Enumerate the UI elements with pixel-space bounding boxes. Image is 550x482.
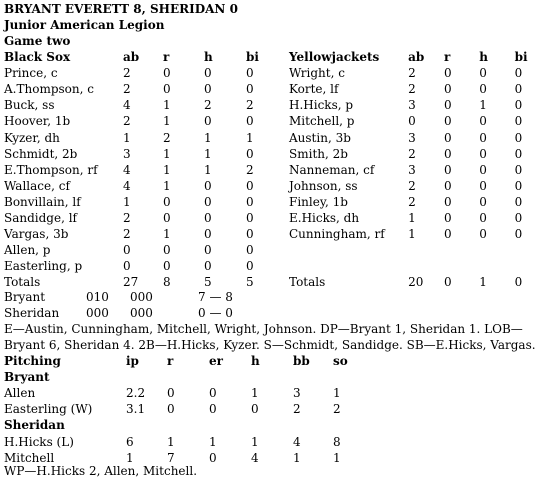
stat-cell: 0 — [167, 386, 175, 401]
stat-cell: 3 — [293, 386, 301, 401]
stat-cell: 2 — [123, 210, 131, 225]
row-label: Hoover, 1b — [4, 114, 71, 129]
subhead: Junior American Legion — [4, 18, 165, 32]
table-row — [4, 210, 288, 226]
stat-cell: 0 — [408, 114, 416, 129]
stat-cell — [515, 242, 550, 258]
stat-cell: 3.1 — [126, 402, 146, 417]
stat-cell: bb — [293, 354, 310, 369]
stat-cell: 1 — [333, 450, 341, 465]
away-box-score — [289, 49, 550, 290]
row-label: Nanneman, cf — [289, 162, 375, 177]
stat-cell: 0 — [443, 66, 452, 81]
stat-cell: 0 — [443, 194, 452, 209]
stat-cell: er — [209, 354, 223, 369]
stat-cell: 1 — [204, 146, 212, 161]
column-header-row — [4, 49, 288, 65]
stat-cell: 3 — [408, 162, 416, 177]
row-label: Johnson, ss — [289, 178, 358, 193]
headline: BRYANT EVERETT 8, SHERIDAN 0 — [4, 2, 238, 16]
table-row — [4, 433, 373, 449]
stat-cell: 0 — [204, 114, 212, 129]
stat-cell: 3 — [408, 130, 416, 145]
stat-cell: 2 — [293, 402, 301, 417]
stat-cell: r — [443, 50, 451, 65]
stat-cell: 1 — [163, 146, 171, 161]
stat-cell: 1 — [479, 275, 487, 290]
stat-cell: 0 — [514, 82, 523, 97]
stat-cell: 2 — [123, 82, 131, 97]
stat-cell: 0 — [443, 146, 452, 161]
stat-cell: 0 — [479, 227, 487, 242]
stat-cell: 0 — [479, 194, 487, 209]
row-label: Totals — [289, 275, 326, 290]
row-label: Bonvillain, lf — [4, 194, 81, 209]
stat-cell: 0 — [204, 243, 212, 258]
stat-cell: 0 — [204, 178, 212, 193]
stat-cell: 000 — [86, 306, 109, 321]
row-label: E.Thompson, rf — [4, 162, 98, 177]
stat-cell: 0 — [443, 275, 452, 290]
stat-cell: 1 — [163, 162, 171, 177]
table-row — [4, 81, 288, 97]
stat-cell: r — [167, 354, 174, 369]
stat-cell: so — [333, 354, 348, 369]
stat-cell: 0 — [246, 210, 254, 225]
home-box-score — [4, 49, 288, 290]
stat-cell: 1 — [163, 114, 171, 129]
stat-cell: 0 — [443, 82, 452, 97]
row-label: Wright, c — [289, 66, 345, 81]
stat-cell: 0 — [514, 66, 523, 81]
row-label: Kyzer, dh — [4, 130, 60, 145]
table-row — [289, 113, 550, 129]
table-row — [289, 194, 550, 210]
stat-cell: 2 — [408, 146, 416, 161]
stat-cell: 2 — [408, 82, 416, 97]
stat-cell: 0 — [246, 243, 254, 258]
stat-cell: 5 — [204, 275, 212, 290]
stat-cell: 0 — [209, 386, 217, 401]
stat-cell: 0 — [479, 162, 487, 177]
stat-cell: 1 — [204, 130, 212, 145]
stat-cell: 0 — [204, 66, 212, 81]
stat-cell: 0 — [443, 98, 452, 113]
stat-cell: 0 — [443, 210, 452, 225]
row-label: Allen — [4, 386, 36, 401]
row-label: Sheridan — [4, 306, 60, 321]
stat-cell: 0 — [204, 227, 212, 242]
stat-cell: 0 — [443, 227, 452, 242]
stat-cell: 0 — [246, 259, 254, 274]
row-label: Black Sox — [4, 50, 71, 65]
stat-cell: 2 — [123, 114, 131, 129]
row-label — [289, 242, 408, 258]
stat-cell — [444, 258, 479, 274]
row-label: Mitchell — [4, 450, 55, 465]
team-group-header — [4, 417, 373, 433]
stat-cell: 2 — [333, 402, 341, 417]
stat-cell: 0 — [246, 66, 254, 81]
table-row — [289, 146, 550, 162]
table-row — [4, 226, 288, 242]
stat-cell: 1 — [167, 434, 175, 449]
row-label: Prince, c — [4, 66, 58, 81]
stat-cell: 0 — [479, 130, 487, 145]
stat-cell: 0 — [514, 98, 523, 113]
stat-cell: 27 — [123, 275, 139, 290]
stat-cell: 0 — [514, 275, 523, 290]
stat-cell: 6 — [126, 434, 134, 449]
table-row — [4, 146, 288, 162]
stat-cell — [408, 242, 444, 258]
table-row — [4, 129, 288, 145]
stat-cell: 1 — [209, 434, 217, 449]
stat-cell: 7 — 8 — [198, 290, 233, 305]
linescore — [4, 289, 233, 321]
stat-cell: 2 — [408, 194, 416, 209]
stat-cell: 0 — 0 — [198, 306, 233, 321]
row-label: Mitchell, p — [289, 114, 355, 129]
stat-cell: 0 — [479, 178, 487, 193]
stat-cell: 7 — [167, 450, 175, 465]
column-header-row — [4, 353, 373, 369]
stat-cell: 3 — [408, 98, 416, 113]
stat-cell — [479, 242, 514, 258]
stat-cell: 3 — [123, 146, 131, 161]
stat-cell: ip — [126, 354, 139, 369]
row-label: Schmidt, 2b — [4, 146, 78, 161]
stat-cell: 0 — [251, 402, 259, 417]
stat-cell: 1 — [408, 210, 416, 225]
stat-cell: 8 — [163, 275, 171, 290]
stat-cell: 4 — [293, 434, 301, 449]
table-row — [4, 258, 288, 274]
stat-cell: 0 — [479, 146, 487, 161]
stat-cell: bi — [514, 50, 528, 65]
stat-cell: h — [204, 50, 213, 65]
table-row — [289, 258, 550, 274]
row-label: Totals — [4, 275, 41, 290]
stat-cell: 0 — [443, 178, 452, 193]
stat-cell: 0 — [514, 210, 523, 225]
row-label: Allen, p — [4, 243, 51, 258]
stat-cell: 1 — [408, 227, 416, 242]
pitching-table — [4, 353, 373, 466]
stat-cell: 0 — [514, 194, 523, 209]
stat-cell: 0 — [443, 130, 452, 145]
row-label: Cunningham, rf — [289, 227, 385, 242]
row-label: Austin, 3b — [289, 130, 351, 145]
stat-cell: 2 — [408, 66, 416, 81]
game-notes: E—Austin, Cunningham, Mitchell, Wright, Johnson. DP—Bryant 1, Sheridan 1. LOB—Bryant 6, Sheridan 4. 2B—H.Hicks, Kyzer. S—Schmidt, Sandidge. SB—E.Hicks, Vargas. — [4, 322, 536, 352]
stat-cell: 0 — [514, 114, 523, 129]
row-label: H.Hicks, p — [289, 98, 354, 113]
stat-cell: 0 — [443, 114, 452, 129]
stat-cell: 0 — [246, 194, 254, 209]
stat-cell: 20 — [408, 275, 424, 290]
row-label: E.Hicks, dh — [289, 210, 360, 225]
table-row — [4, 274, 288, 290]
stat-cell: 0 — [246, 227, 254, 242]
stat-cell: 1 — [163, 98, 171, 113]
stat-cell: 0 — [479, 66, 487, 81]
linescore-row — [4, 305, 233, 321]
table-row — [4, 194, 288, 210]
stat-cell: 1 — [123, 194, 131, 209]
stat-cell: 1 — [293, 450, 301, 465]
table-row — [289, 274, 550, 290]
table-row — [4, 97, 288, 113]
row-label: Yellowjackets — [289, 50, 380, 65]
stat-cell: 0 — [479, 82, 487, 97]
row-label — [289, 258, 408, 274]
stat-cell: 2 — [408, 178, 416, 193]
stat-cell: 1 — [246, 130, 254, 145]
row-label: Sandidge, lf — [4, 210, 77, 225]
row-label: A.Thompson, c — [4, 82, 94, 97]
row-label: Bryant — [4, 290, 46, 305]
table-row — [4, 113, 288, 129]
stat-cell: 0 — [246, 146, 254, 161]
team-group-header — [4, 369, 373, 385]
table-row — [4, 178, 288, 194]
stat-cell: ab — [123, 50, 140, 65]
stat-cell: 0 — [204, 259, 212, 274]
table-row — [4, 162, 288, 178]
stat-cell: 0 — [443, 162, 452, 177]
stat-cell: 2 — [123, 66, 131, 81]
stat-cell: 2.2 — [126, 386, 146, 401]
table-row — [4, 401, 373, 417]
stat-cell: 010 — [86, 290, 109, 305]
stat-cell: 1 — [163, 178, 171, 193]
stat-cell: 1 — [251, 434, 259, 449]
stat-cell: 0 — [163, 210, 171, 225]
game-label: Game two — [4, 34, 71, 48]
table-row — [289, 65, 550, 81]
table-row — [4, 242, 288, 258]
table-row — [289, 97, 550, 113]
stat-cell: 0 — [204, 194, 212, 209]
table-row — [289, 129, 550, 145]
stat-cell: 0 — [209, 402, 217, 417]
stat-cell: 0 — [479, 114, 487, 129]
stat-cell: 1 — [251, 386, 259, 401]
stat-cell: 0 — [163, 82, 171, 97]
stat-cell: 0 — [246, 178, 254, 193]
row-label: Pitching — [4, 354, 61, 369]
stat-cell: 1 — [163, 227, 171, 242]
table-row — [289, 178, 550, 194]
stat-cell: 2 — [246, 98, 254, 113]
column-header-row — [289, 49, 550, 65]
stat-cell: 0 — [209, 450, 217, 465]
stat-cell: 0 — [163, 194, 171, 209]
stat-cell: 4 — [251, 450, 259, 465]
stat-cell: 0 — [514, 178, 523, 193]
stat-cell: 1 — [333, 386, 341, 401]
table-row — [289, 210, 550, 226]
stat-cell: 0 — [123, 243, 131, 258]
stat-cell: 2 — [163, 130, 171, 145]
table-row — [289, 226, 550, 242]
stat-cell: 4 — [123, 162, 131, 177]
stat-cell: 000 — [130, 290, 153, 305]
row-label: Vargas, 3b — [4, 227, 69, 242]
row-label: H.Hicks (L) — [4, 434, 74, 449]
stat-cell: 000 — [130, 306, 153, 321]
stat-cell: bi — [246, 50, 259, 65]
stat-cell: 4 — [123, 178, 131, 193]
stat-cell: 0 — [514, 227, 523, 242]
stat-cell: 0 — [163, 259, 171, 274]
stat-cell: 0 — [167, 402, 175, 417]
row-label: Easterling, p — [4, 259, 83, 274]
stat-cell — [479, 258, 514, 274]
linescore-row — [4, 289, 233, 305]
stat-cell — [408, 258, 444, 274]
team-name: Bryant — [4, 370, 50, 385]
row-label: Easterling (W) — [4, 402, 93, 417]
table-row — [4, 385, 373, 401]
table-row — [289, 81, 550, 97]
stat-cell: 5 — [246, 275, 254, 290]
stat-cell: 1 — [123, 130, 131, 145]
row-label: Smith, 2b — [289, 146, 348, 161]
stat-cell: 0 — [246, 82, 254, 97]
stat-cell: 0 — [246, 114, 254, 129]
stat-cell: 0 — [514, 130, 523, 145]
stat-cell: 0 — [514, 146, 523, 161]
wild-pitches: WP—H.Hicks 2, Allen, Mitchell. — [4, 464, 198, 478]
stat-cell: 8 — [333, 434, 341, 449]
stat-cell: 0 — [204, 82, 212, 97]
stat-cell: 2 — [204, 98, 212, 113]
stat-cell: 1 — [479, 98, 487, 113]
stat-cell — [515, 258, 550, 274]
row-label: Korte, lf — [289, 82, 339, 97]
row-label: Wallace, cf — [4, 178, 70, 193]
stat-cell: 2 — [123, 227, 131, 242]
stat-cell: r — [163, 50, 170, 65]
row-label: Buck, ss — [4, 98, 55, 113]
stat-cell: h — [251, 354, 260, 369]
row-label: Finley, 1b — [289, 194, 348, 209]
stat-cell: 0 — [514, 162, 523, 177]
stat-cell: 1 — [204, 162, 212, 177]
stat-cell: 0 — [123, 259, 131, 274]
team-name: Sheridan — [4, 418, 65, 433]
table-row — [4, 65, 288, 81]
table-row — [289, 162, 550, 178]
stat-cell: 1 — [126, 450, 134, 465]
stat-cell: 2 — [246, 162, 254, 177]
stat-cell: h — [479, 50, 488, 65]
table-row — [289, 242, 550, 258]
stat-cell: 0 — [163, 243, 171, 258]
stat-cell: 0 — [163, 66, 171, 81]
stat-cell: ab — [408, 50, 425, 65]
stat-cell: 0 — [204, 210, 212, 225]
stat-cell: 0 — [479, 210, 487, 225]
stat-cell — [444, 242, 479, 258]
stat-cell: 4 — [123, 98, 131, 113]
